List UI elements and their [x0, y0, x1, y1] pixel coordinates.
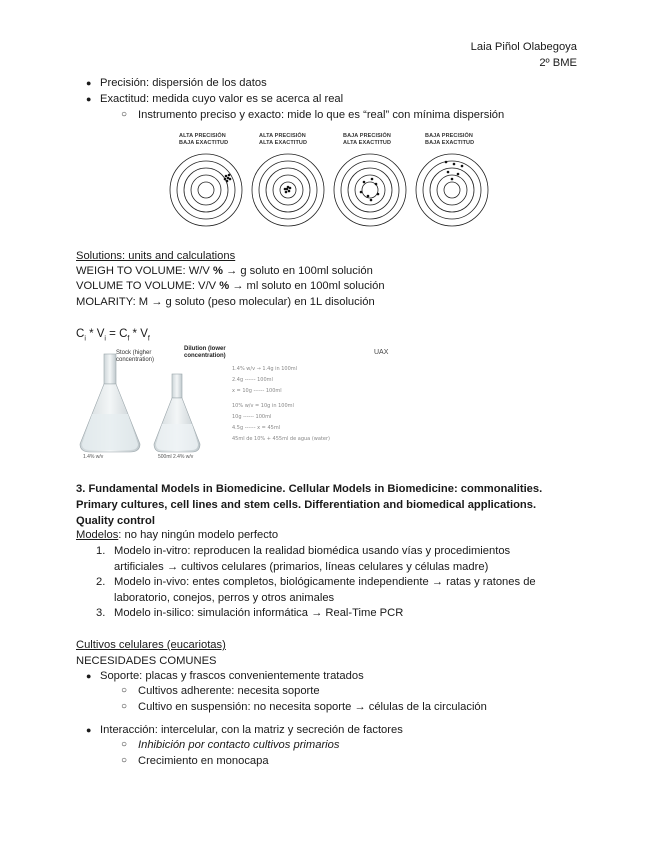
needs-heading: NECESIDADES COMUNES	[76, 655, 217, 667]
dilution-formula: $C_i * V_i = C_f * V_f$	[76, 328, 150, 343]
numbered-item: 1. Modelo in-vitro: reproducen la realidad biomédica usando vías y procedimientos artificiales → cultivos celulares (primarios, líneas celulares y células madre)	[96, 545, 511, 573]
list-item: ○ Cultivo en suspensión: no necesita soporte → células de la circulación	[121, 701, 487, 713]
vv-line: VOLUME TO VOLUME: V/V % → ml soluto en 100ml solución	[76, 280, 385, 292]
bullet-icon: ●	[86, 78, 92, 88]
dilution-label: Dilution (lower concentration)	[184, 346, 226, 359]
list-item: ● Interacción: intercelular, con la matriz y secreción de factores	[100, 723, 403, 739]
stock-label: Stock (higher concentration)	[116, 350, 155, 363]
target-low-precision-high-accuracy	[334, 154, 406, 226]
target-label: BAJA PRECISIÓN ALTA EXACTITUD	[343, 133, 392, 146]
modelos-line: Modelos: no hay ningún modelo perfecto	[76, 529, 279, 541]
numbered-item: 3. Modelo in-silico: simulación informática → Real-Time PCR	[96, 607, 404, 619]
list-item: ● Precisión: dispersión de los datos	[100, 76, 267, 92]
target-high-precision-low-accuracy	[170, 154, 242, 226]
uax-label: UAX	[374, 349, 389, 356]
target-label: ALTA PRECISIÓN BAJA EXACTITUD	[179, 133, 229, 146]
cultivos-title: Cultivos celulares (eucariotas)	[76, 639, 226, 651]
target-high-precision-high-accuracy	[252, 154, 324, 226]
bullet-icon: ●	[86, 671, 92, 681]
stock-flask	[80, 354, 140, 452]
list-item: ○ Inhibición por contacto cultivos primarios	[121, 739, 340, 751]
circle-bullet-icon: ○	[121, 685, 128, 696]
list-item: ○ Cultivos adherente: necesita soporte	[121, 685, 320, 697]
header	[471, 39, 577, 71]
list-item: ● Exactitud: medida cuyo valor es se acerca al real	[100, 92, 343, 108]
target-low-precision-low-accuracy	[416, 154, 488, 226]
accuracy-targets-diagram	[168, 152, 498, 232]
list-item: ○ Instrumento preciso y exacto: mide lo que es “real” con mínima dispersión	[121, 109, 505, 121]
author-name: Laia Piñol Olabegoya	[470, 41, 577, 53]
circle-bullet-icon: ○	[121, 755, 128, 766]
numbered-item: 2. Modelo in-vivo: entes completos, biológicamente independiente → ratas y ratones de laboratorio, conejos, perros y otros animales	[96, 576, 536, 604]
dilution-figure	[76, 344, 406, 460]
bullet-icon: ●	[86, 725, 92, 735]
circle-bullet-icon: ○	[121, 701, 128, 712]
dilution-caption: 500ml 2.4% w/v	[158, 454, 194, 460]
target-label: BAJA PRECISIÓN BAJA EXACTITUD	[425, 133, 475, 146]
bullet-icon: ●	[86, 94, 92, 104]
stock-caption: 1.4% w/v	[83, 454, 104, 460]
target-label: ALTA PRECISIÓN ALTA EXACTITUD	[259, 133, 308, 146]
dilution-flask	[154, 374, 200, 452]
list-item: ○ Crecimiento en monocapa	[121, 755, 269, 767]
circle-bullet-icon: ○	[121, 109, 128, 120]
wv-line: WEIGH TO VOLUME: W/V % → g soluto en 100ml solución	[76, 265, 373, 277]
molarity-line: MOLARITY: M → g soluto (peso molecular) en 1L disolución	[76, 296, 375, 308]
handwritten-notes: 1.4% w/v → 1.4g in 100ml 2.4g ------ 100ml x = 10g ------ 100ml 10% w/v = 10g in 100ml 10g ------ 100ml 4.5g ------ x = 45ml 45ml de 10% + 455ml de agua (water)	[232, 366, 330, 442]
solutions-title: Solutions: units and calculations	[76, 250, 236, 262]
course-label: 2º BME	[539, 57, 577, 69]
list-item: ● Soporte: placas y frascos convenientemente tratados	[100, 669, 364, 685]
section-title: 3. Fundamental Models in Biomedicine. Cellular Models in Biomedicine: commonalities. Primary cultures, cell lines and stem cells. Differentiation and biomedical applications. Quality control	[76, 483, 543, 527]
circle-bullet-icon: ○	[121, 739, 128, 750]
